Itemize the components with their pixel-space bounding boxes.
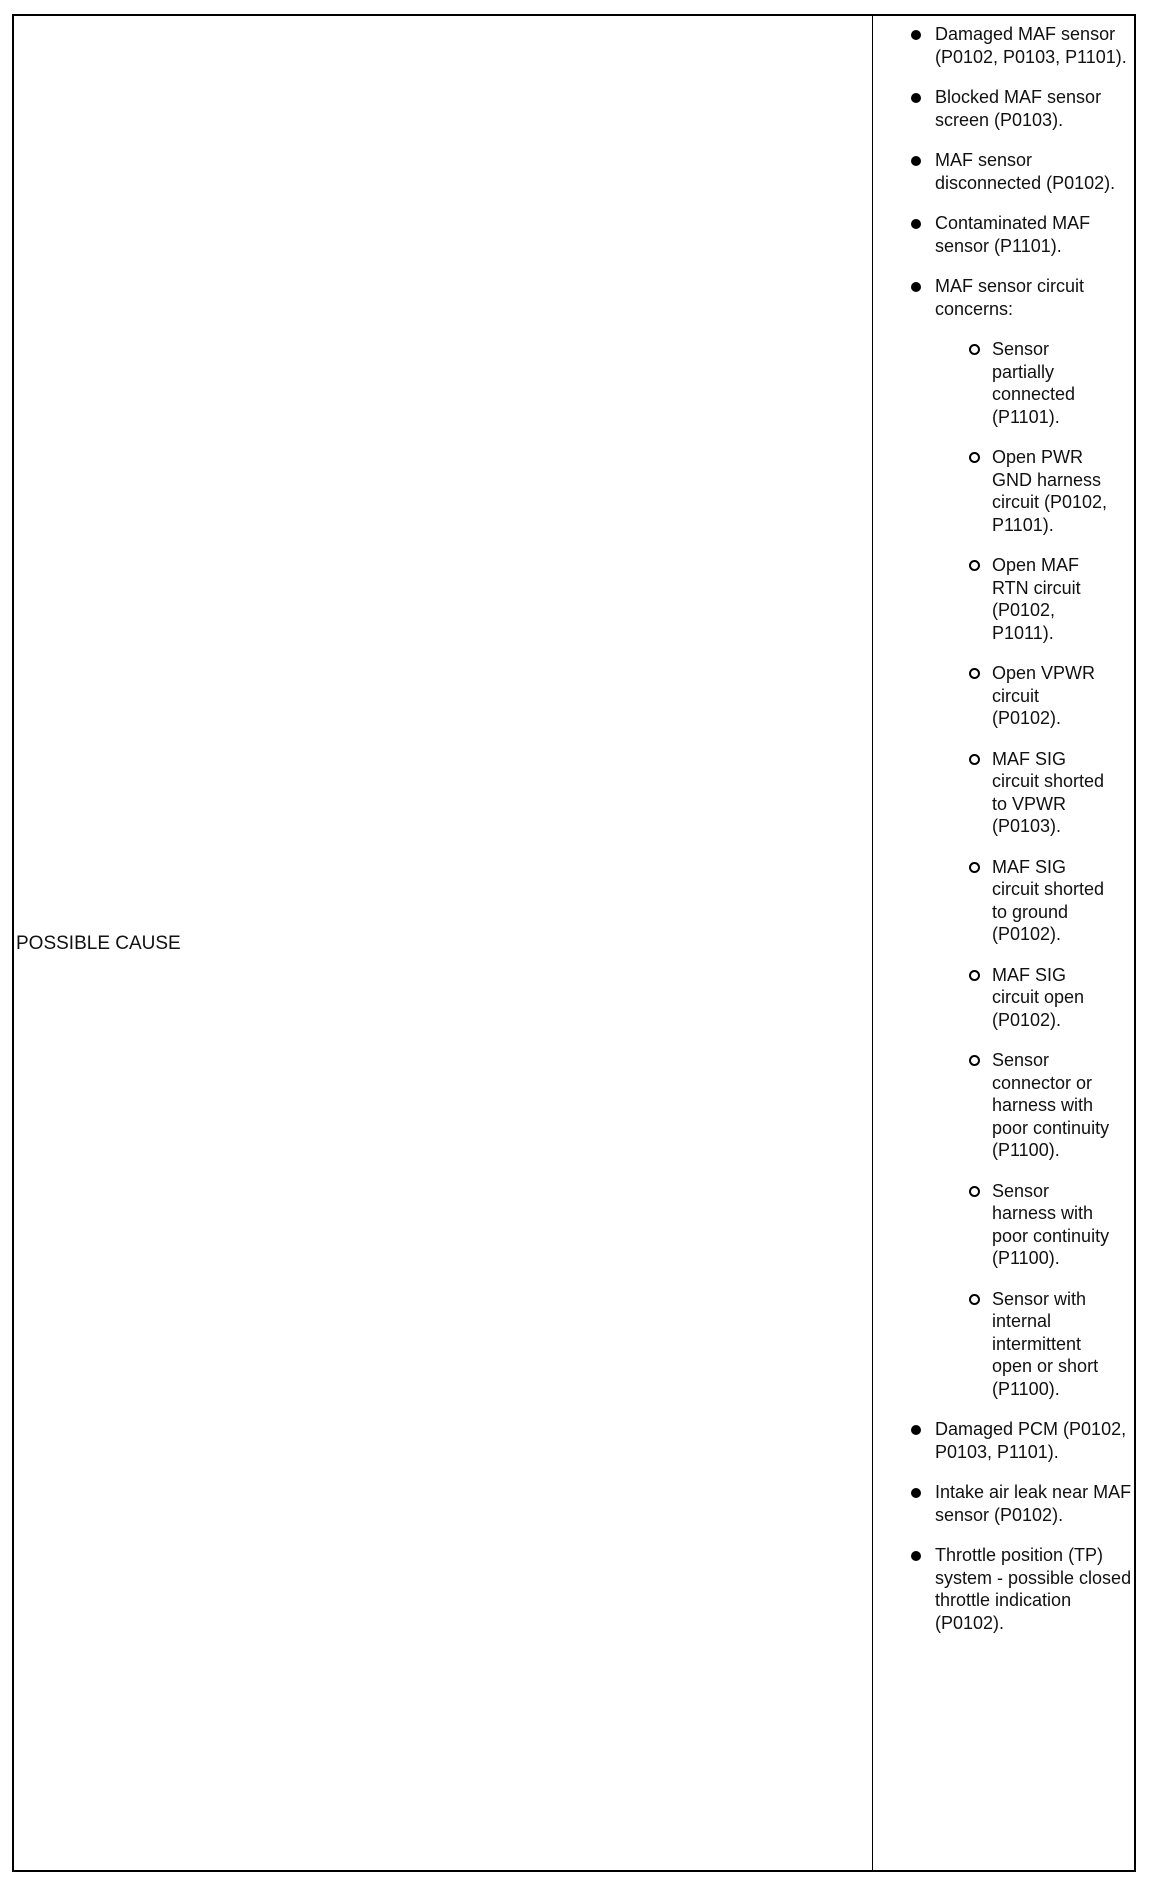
bullet-icon: [911, 1425, 921, 1435]
sub-bullet-icon: [969, 754, 980, 765]
sub-bullet-icon: [969, 560, 980, 571]
sub-cause-item: [935, 748, 1112, 838]
bullet-icon: [911, 219, 921, 229]
bullet-icon: [911, 1551, 921, 1561]
row-label: POSSIBLE CAUSE: [16, 933, 181, 954]
sub-bullet-icon: [969, 452, 980, 463]
sub-cause-text: Sensor partially connected (P1101).: [992, 339, 1076, 427]
sub-cause-item: [935, 662, 1112, 730]
sub-cause-text: Open VPWR circuit (P0102).: [992, 663, 1096, 728]
sub-cause-text: MAF SIG circuit open (P0102).: [992, 964, 1085, 1030]
cause-text: MAF sensor circuit concerns:: [935, 276, 1085, 319]
sub-bullet-icon: [969, 970, 980, 981]
possible-cause-table: [12, 14, 1136, 1872]
sub-cause-text: Open PWR GND harness circuit (P0102, P1101).: [992, 447, 1108, 535]
cause-item: [873, 212, 1133, 257]
cause-text: Throttle position (TP) system - possible closed throttle indication (P0102).: [935, 1545, 1132, 1633]
cause-text: Damaged PCM (P0102, P0103, P1101).: [935, 1419, 1127, 1462]
cause-text: MAF sensor disconnected (P0102).: [935, 150, 1116, 193]
sub-cause-text: Sensor connector or harness with poor continuity (P1100).: [992, 1050, 1110, 1160]
sub-bullet-icon: [969, 1294, 980, 1305]
causes-cell: [873, 16, 1134, 1870]
cause-text: Damaged MAF sensor (P0102, P0103, P1101).: [935, 24, 1127, 67]
cause-text: Contaminated MAF sensor (P1101).: [935, 213, 1091, 256]
sub-bullet-icon: [969, 668, 980, 679]
cause-text: Blocked MAF sensor screen (P0103).: [935, 87, 1102, 130]
sub-cause-item: [935, 1288, 1112, 1401]
bullet-icon: [911, 1488, 921, 1498]
sub-cause-item: [935, 1049, 1112, 1162]
sub-cause-item: [935, 964, 1112, 1032]
sub-cause-item: [935, 554, 1112, 644]
sub-bullet-icon: [969, 1055, 980, 1066]
cause-item: [873, 23, 1133, 68]
cause-text: Intake air leak near MAF sensor (P0102).: [935, 1482, 1132, 1525]
circuit-concern-list: [935, 338, 1133, 1400]
cause-item: [873, 1481, 1133, 1526]
sub-cause-text: Sensor with internal intermittent open or short (P1100).: [992, 1288, 1099, 1399]
sub-bullet-icon: [969, 862, 980, 873]
bullet-icon: [911, 93, 921, 103]
cause-item: [873, 86, 1133, 131]
sub-cause-item: [935, 338, 1112, 428]
sub-bullet-icon: [969, 1186, 980, 1197]
bullet-icon: [911, 282, 921, 292]
sub-cause-item: [935, 446, 1112, 536]
sub-cause-text: MAF SIG circuit shorted to ground (P0102).: [992, 856, 1105, 944]
bullet-icon: [911, 30, 921, 40]
cause-item: [873, 149, 1133, 194]
cause-item: [873, 1544, 1133, 1634]
sub-cause-item: [935, 856, 1112, 946]
sub-cause-item: [935, 1180, 1112, 1270]
sub-cause-text: Sensor harness with poor continuity (P1100).: [992, 1180, 1110, 1268]
sub-bullet-icon: [969, 344, 980, 355]
sub-cause-text: MAF SIG circuit shorted to VPWR (P0103).: [992, 748, 1105, 836]
cause-item: [873, 275, 1133, 1400]
cause-item: [873, 1418, 1133, 1463]
sub-cause-text: Open MAF RTN circuit (P0102, P1011).: [992, 555, 1081, 643]
bullet-icon: [911, 156, 921, 166]
cause-list: [873, 23, 1133, 1652]
